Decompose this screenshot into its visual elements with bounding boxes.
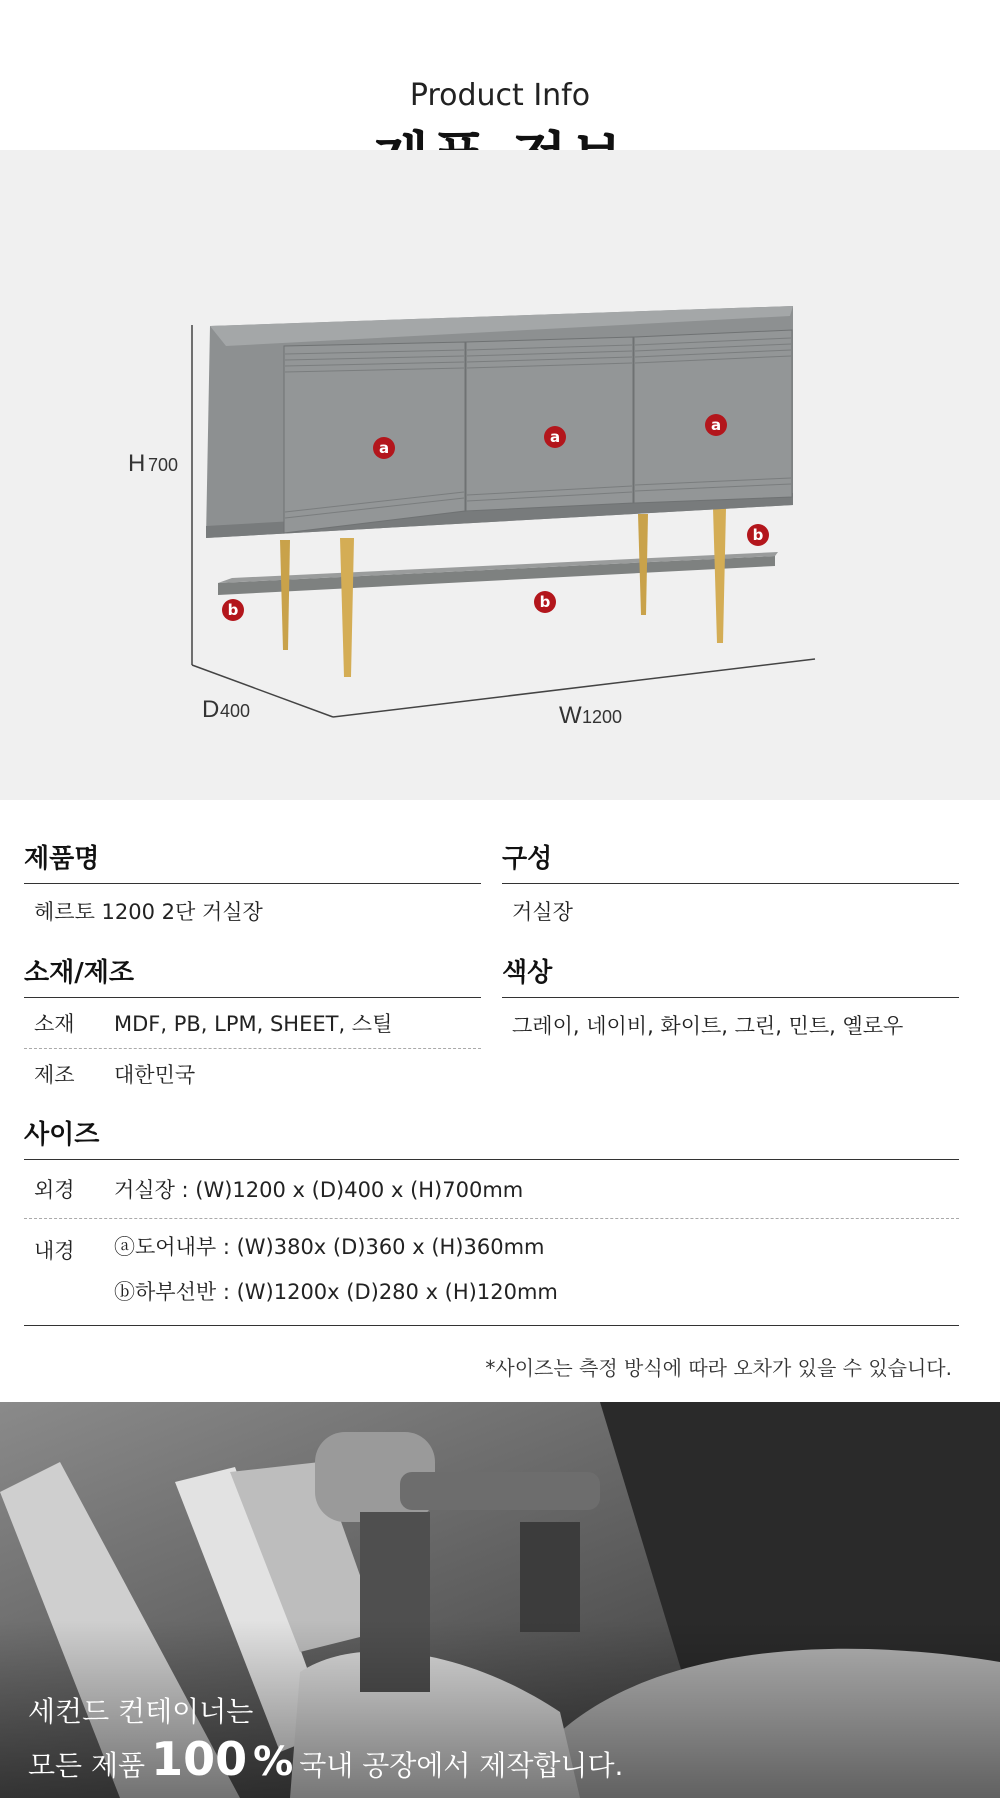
banner-prefix: 모든 제품	[28, 1749, 146, 1782]
marker-a-label: a	[549, 428, 561, 446]
composition-section	[502, 838, 959, 938]
size-heading: 사이즈	[24, 1114, 959, 1160]
manufacture-key: 제조	[34, 1063, 75, 1087]
cabinet-illustration	[0, 150, 1000, 800]
color-section	[502, 952, 959, 1052]
inner-size-shelf: ⓑ하부선반 : (W)1200x (D)280 x (H)120mm	[114, 1280, 558, 1304]
marker-b-label: b	[227, 601, 239, 619]
depth-letter: D	[202, 696, 220, 723]
product-name-value: 헤르토 1200 2단 거실장	[34, 900, 263, 924]
inner-size-row	[24, 1219, 959, 1326]
outer-size-row	[24, 1160, 959, 1219]
header	[0, 0, 1000, 150]
size-section	[24, 1114, 959, 1326]
banner-percent: %	[253, 1739, 294, 1785]
leg	[340, 538, 354, 677]
banner-line2	[28, 1732, 623, 1786]
leg	[280, 540, 290, 650]
composition-heading: 구성	[502, 838, 959, 884]
material-section	[24, 952, 481, 1099]
outer-size-value: 거실장 : (W)1200 x (D)400 x (H)700mm	[114, 1178, 524, 1202]
inner-size-key: 내경	[34, 1239, 75, 1263]
inner-size-door: ⓐ도어내부 : (W)380x (D)360 x (H)360mm	[114, 1235, 545, 1259]
depth-value: 400	[220, 701, 251, 721]
color-value: 그레이, 네이비, 화이트, 그린, 민트, 옐로우	[512, 1014, 904, 1038]
banner-number: 100	[151, 1732, 248, 1786]
material-key: 소재	[34, 1012, 75, 1036]
color-heading: 색상	[502, 952, 959, 998]
banner-suffix: 국내 공장에서 제작합니다.	[299, 1749, 624, 1782]
leg	[638, 514, 648, 615]
product-diagram	[0, 150, 1000, 800]
manufacture-value: 대한민국	[114, 1063, 196, 1087]
height-value: 700	[148, 455, 179, 475]
marker-b-label: b	[752, 526, 764, 544]
product-name-section	[24, 838, 481, 938]
marker-a-label: a	[710, 416, 722, 434]
height-letter: H	[128, 450, 146, 477]
marker-b-label: b	[539, 593, 551, 611]
width-value: 1200	[582, 707, 623, 727]
material-row	[24, 998, 481, 1049]
composition-value: 거실장	[512, 900, 573, 924]
leg	[713, 508, 726, 643]
manufacture-row	[24, 1049, 481, 1099]
banner-line1: 세컨드 컨테이너는	[28, 1695, 254, 1728]
product-name-heading: 제품명	[24, 838, 481, 884]
material-value: MDF, PB, LPM, SHEET, 스틸	[114, 1012, 393, 1036]
material-heading: 소재/제조	[24, 952, 481, 998]
outer-size-key: 외경	[34, 1178, 75, 1202]
marker-a-label: a	[378, 439, 390, 457]
width-letter: W	[559, 702, 582, 729]
size-note: *사이즈는 측정 방식에 따라 오차가 있을 수 있습니다.	[485, 1356, 952, 1380]
title-english: Product Info	[409, 78, 591, 113]
